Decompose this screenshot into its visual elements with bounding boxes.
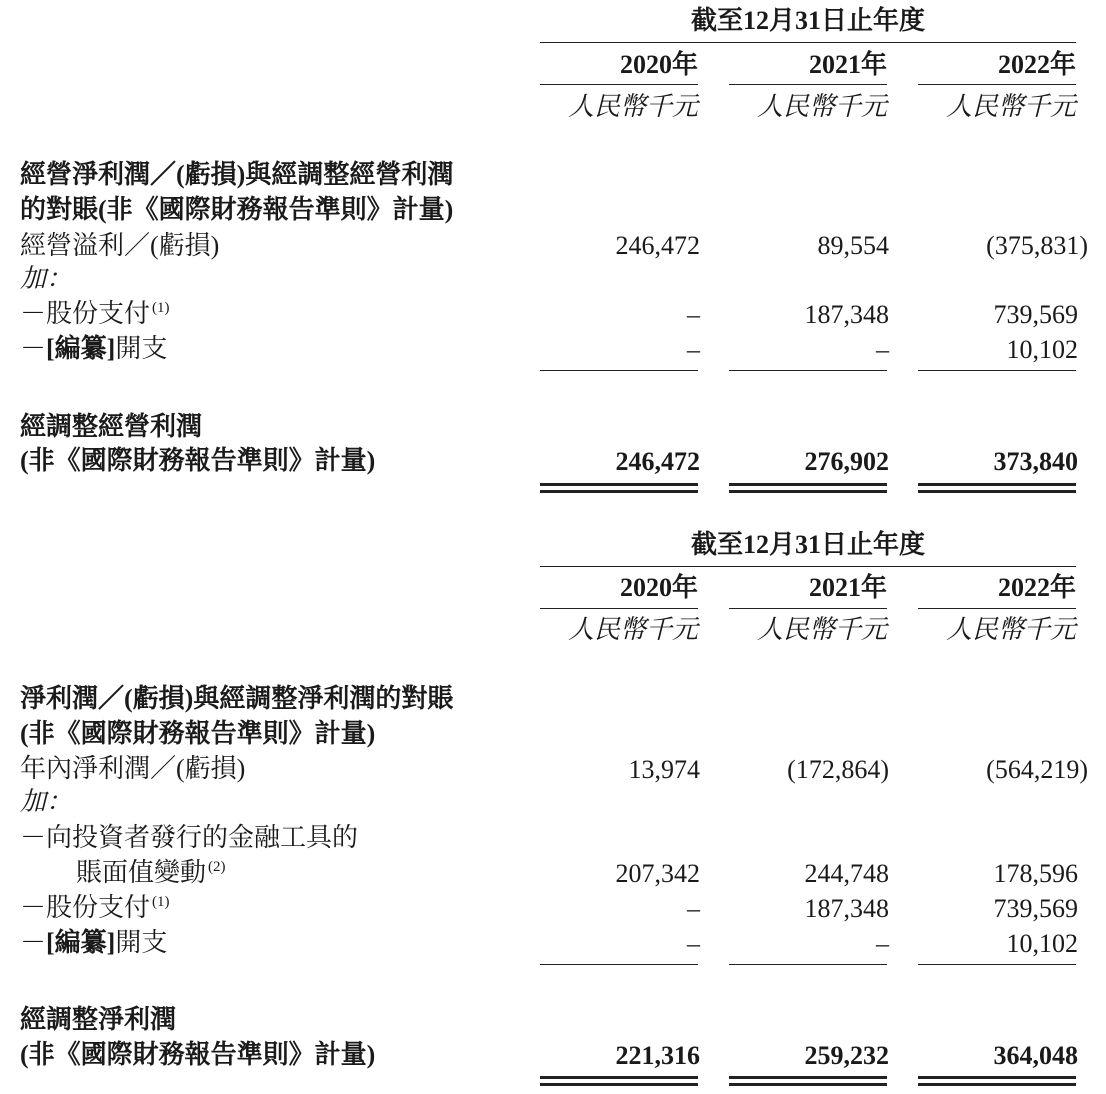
cell-value: (375,831) (986, 231, 1088, 260)
row-label: 加： (20, 787, 73, 816)
cell-value: 739,569 (993, 300, 1078, 329)
year-header-2022: 2022年 (997, 573, 1076, 602)
section-heading: 淨利潤／(虧損)與經調整淨利潤的對賬 (20, 684, 454, 713)
cell-value: 187,348 (804, 300, 889, 329)
period-header: 截至12月31日止年度 (690, 6, 925, 35)
row-label: －股份支付 $^{(1)}$ (20, 893, 170, 922)
section-heading-cont: (非《國際財務報告準則》計量) (20, 719, 376, 748)
cell-value: – (687, 300, 700, 329)
year-header-2021: 2021年 (808, 573, 887, 602)
total-value: 246,472 (615, 447, 700, 476)
year-header-2020: 2020年 (619, 573, 698, 602)
row-label: 加： (20, 264, 73, 293)
section-heading-cont: 的對賬(非《國際財務報告準則》計量) (20, 195, 454, 224)
row-label-cont: 賬面值變動 $^{(2)}$ (76, 858, 226, 887)
unit-label: 人民幣千元 (567, 615, 698, 644)
total-value: 259,232 (804, 1041, 889, 1070)
cell-value: – (687, 335, 700, 364)
cell-value: 178,596 (993, 859, 1078, 888)
cell-value: 246,472 (615, 231, 700, 260)
cell-value: 739,569 (993, 894, 1078, 923)
total-value: 373,840 (993, 447, 1078, 476)
cell-value: 207,342 (615, 859, 700, 888)
cell-value: – (687, 929, 700, 958)
row-label: 年內淨利潤／(虧損) (20, 754, 246, 783)
cell-value: – (687, 894, 700, 923)
cell-value: 244,748 (804, 859, 889, 888)
unit-label: 人民幣千元 (756, 615, 887, 644)
year-header-2020: 2020年 (619, 50, 698, 79)
row-label: －向投資者發行的金融工具的 (20, 823, 359, 852)
cell-value: 187,348 (804, 894, 889, 923)
cell-value: 89,554 (817, 231, 889, 260)
section-heading: 經營淨利潤／(虧損)與經調整經營利潤 (20, 160, 454, 189)
total-value: 276,902 (804, 447, 889, 476)
unit-label: 人民幣千元 (945, 92, 1076, 121)
unit-label: 人民幣千元 (945, 615, 1076, 644)
year-header-2021: 2021年 (808, 50, 887, 79)
unit-label: 人民幣千元 (567, 92, 698, 121)
total-value: 221,316 (615, 1041, 700, 1070)
cell-value: – (876, 335, 889, 364)
period-header: 截至12月31日止年度 (690, 530, 925, 559)
total-value: 364,048 (993, 1041, 1078, 1070)
row-label: 經營溢利／(虧損) (20, 231, 220, 260)
total-label-cont: (非《國際財務報告準則》計量) (20, 1040, 376, 1069)
total-label-cont: (非《國際財務報告準則》計量) (20, 446, 376, 475)
row-label: －[編纂]開支 (20, 928, 168, 957)
cell-value: 10,102 (1006, 335, 1078, 364)
total-label: 經調整淨利潤 (20, 1005, 177, 1034)
cell-value: 10,102 (1006, 929, 1078, 958)
cell-value: (172,864) (787, 755, 889, 784)
row-label: －[編纂]開支 (20, 334, 168, 363)
unit-label: 人民幣千元 (756, 92, 887, 121)
cell-value: 13,974 (628, 755, 700, 784)
year-header-2022: 2022年 (997, 50, 1076, 79)
cell-value: (564,219) (986, 755, 1088, 784)
total-label: 經調整經營利潤 (20, 412, 203, 441)
cell-value: – (876, 929, 889, 958)
row-label: －股份支付 $^{(1)}$ (20, 299, 170, 328)
